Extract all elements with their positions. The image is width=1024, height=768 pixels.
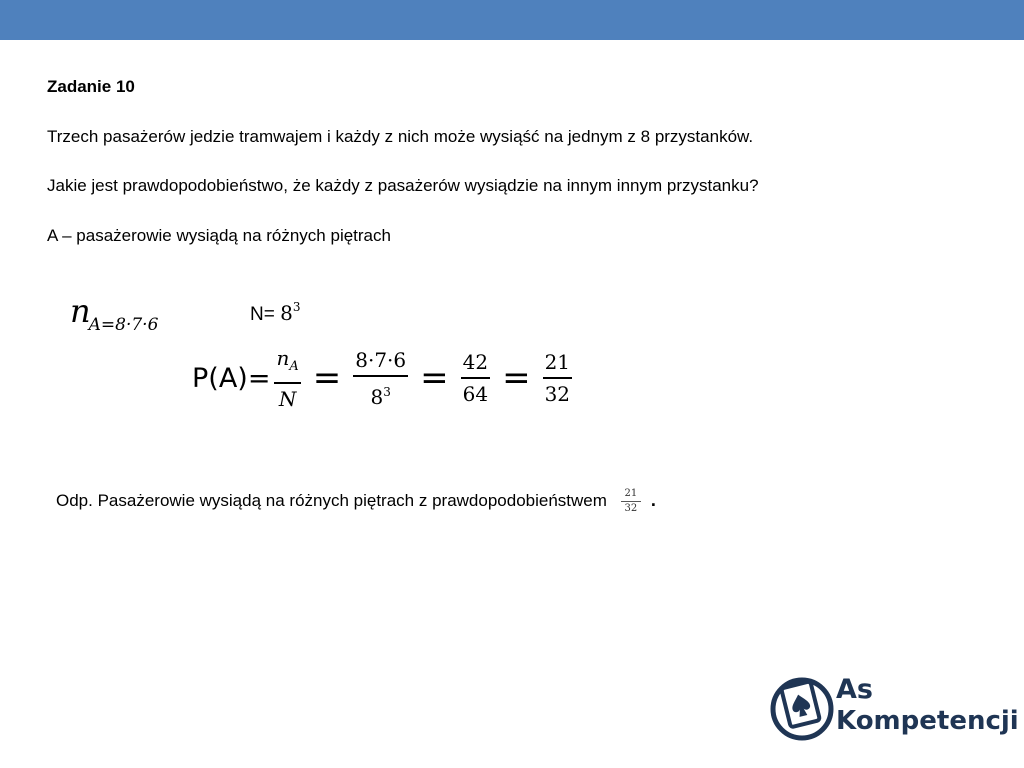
N-exponent: 3 (292, 300, 301, 314)
favorable-outcomes-formula (70, 292, 159, 335)
N-base: 8 (280, 301, 293, 325)
frac4-numerator: 21 (544, 350, 571, 374)
frac1-denominator: N (278, 386, 297, 411)
answer-text: Odp. Pasażerowie wysiądą na różnych piętrach z prawdopodobieństwem (56, 490, 607, 510)
fraction-nA-over-N (274, 345, 300, 412)
answer-fraction (621, 488, 641, 515)
logo-text-kompetencji: Kompetencji (836, 706, 1019, 736)
task-statement: Trzech pasażerów jedzie tramwajem i każdy z nich może wysiąść na jednym z 8 przystanków. (47, 127, 754, 146)
fraction-product-over-power (353, 347, 408, 410)
nA-subscript: A=8·7·6 (88, 315, 159, 335)
equals-sign: = (312, 358, 342, 398)
frac3-denominator: 64 (462, 382, 489, 406)
logo-text-as: As (836, 674, 873, 705)
nA-symbol: n (70, 292, 91, 330)
equals-sign: = (502, 358, 531, 398)
top-accent-bar (0, 0, 1024, 40)
task-question: Jakie jest prawdopodobieństwo, że każdy z pasażerów wysiądzie na innym innym przystanku? (47, 176, 759, 195)
answer-line (56, 486, 656, 515)
N-label: N= (250, 304, 275, 325)
probability-label: P(A)= (192, 362, 271, 394)
fraction-21-over-32 (543, 349, 572, 407)
frac2-denominator-exp: 3 (383, 384, 391, 399)
probability-formula (192, 346, 576, 410)
frac2-numerator: 8·7·6 (355, 347, 407, 372)
all-outcomes-formula (250, 300, 300, 326)
frac4-denominator: 32 (544, 382, 571, 406)
frac1-numerator-sub: A (289, 358, 299, 374)
fraction-42-over-64 (461, 349, 490, 407)
event-definition: A – pasażerowie wysiądą na różnych piętrach (47, 226, 391, 245)
equals-sign: = (420, 358, 449, 398)
frac3-numerator: 42 (462, 350, 489, 374)
answer-fraction-numerator: 21 (624, 488, 638, 499)
frac1-numerator: n (276, 345, 290, 370)
frac2-denominator-base: 8 (370, 384, 384, 409)
answer-fraction-denominator: 32 (624, 503, 638, 514)
task-title: Zadanie 10 (47, 77, 135, 96)
answer-period: . (650, 490, 656, 510)
